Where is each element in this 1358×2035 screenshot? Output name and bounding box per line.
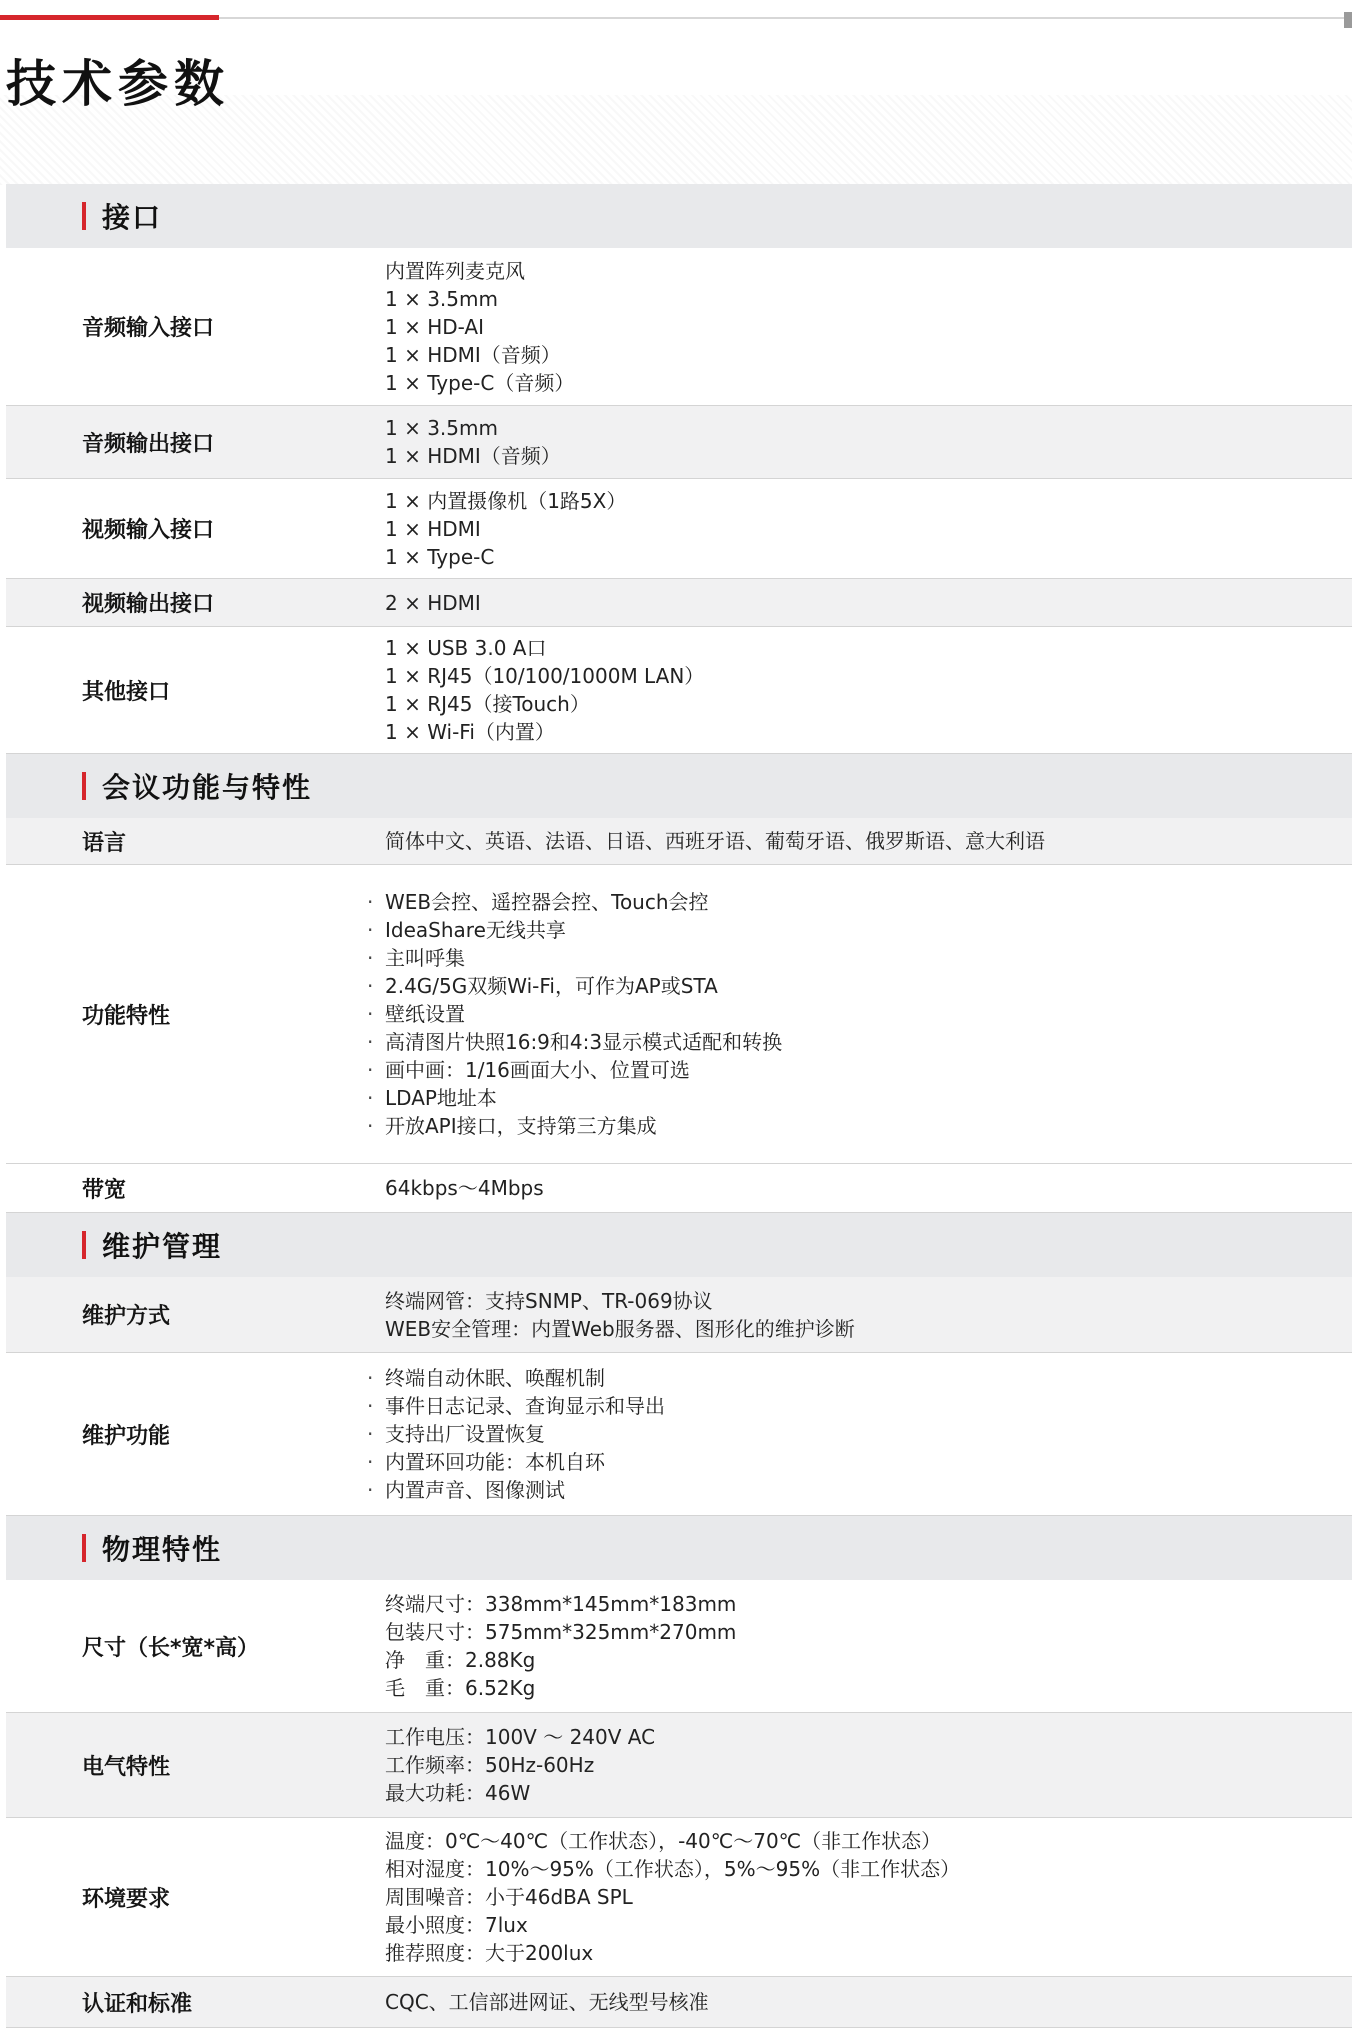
spec-row: [6, 1277, 1352, 1353]
spec-line: 内置阵列麦克风: [385, 258, 525, 283]
spec-line: 开放API接口，支持第三方集成: [385, 1114, 657, 1138]
bullet-line: [367, 1084, 1352, 1112]
spec-line: 最大功耗：46W: [385, 1781, 531, 1805]
section-header-conference-features: [6, 754, 1352, 818]
bullet-line: [367, 1000, 1352, 1028]
bullet-dot-icon: ·: [367, 890, 374, 914]
bullet-line: [367, 1028, 1352, 1056]
header-accent-bar: [0, 15, 219, 20]
page-title: 技术参数: [6, 55, 230, 113]
spec-label: 视频输出接口: [82, 592, 215, 617]
bullet-dot-icon: ·: [367, 1394, 374, 1418]
spec-row: [6, 865, 1352, 1164]
spec-line: 1 × HDMI: [385, 516, 481, 541]
spec-row: [6, 1713, 1352, 1818]
spec-line: 1 × RJ45（接Touch）: [385, 692, 590, 716]
spec-line: 净 重：2.88Kg: [385, 1648, 536, 1672]
bullet-dot-icon: ·: [367, 974, 374, 998]
spec-row: [6, 406, 1352, 479]
spec-line: 推荐照度：大于200lux: [385, 1941, 594, 1965]
spec-line: 终端网管：支持SNMP、TR-069协议: [385, 1288, 713, 1313]
spec-line: 终端尺寸：338mm*145mm*183mm: [385, 1592, 737, 1616]
section-header-interfaces: [6, 184, 1352, 248]
spec-label: 视频输入接口: [82, 518, 215, 543]
spec-value: [385, 1827, 1352, 1967]
bullet-line: [367, 1112, 1352, 1140]
bullet-line: [367, 944, 1352, 972]
bullet-line: [367, 888, 1352, 916]
spec-line: 1 × 3.5mm: [385, 286, 498, 311]
spec-row: [6, 1977, 1352, 2028]
spec-value: [385, 414, 1352, 470]
spec-line: 2 × HDMI: [385, 590, 481, 615]
spec-line: 最小照度：7lux: [385, 1913, 528, 1937]
bullet-line: [367, 1476, 1352, 1504]
section-marker: [82, 1534, 86, 1562]
spec-line: 1 × Type-C: [385, 544, 495, 569]
spec-line: 高清图片快照16:9和4:3显示模式适配和转换: [385, 1030, 783, 1054]
spec-line: 内置环回功能：本机自环: [385, 1450, 605, 1474]
spec-line: 1 × HDMI（音频）: [385, 342, 561, 367]
bullet-dot-icon: ·: [367, 1030, 374, 1054]
section-marker: [82, 1231, 86, 1259]
section-header-maintenance: [6, 1213, 1352, 1277]
spec-value: [385, 1287, 1352, 1343]
section-title: 物理特性: [102, 1533, 223, 1566]
spec-line: 周围噪音：小于46dBA SPL: [385, 1885, 633, 1909]
spec-value: [385, 257, 1352, 397]
spec-line: 1 × USB 3.0 A口: [385, 636, 547, 660]
spec-label: 音频输出接口: [82, 431, 215, 457]
spec-line: CQC、工信部进网证、无线型号核准: [385, 1990, 709, 2014]
spec-line: 内置声音、图像测试: [385, 1478, 565, 1502]
spec-line: 工作频率：50Hz-60Hz: [385, 1753, 595, 1777]
spec-line: 64kbps～4Mbps: [385, 1176, 544, 1200]
bullet-dot-icon: ·: [367, 1086, 374, 1110]
spec-row: [6, 579, 1352, 627]
spec-line: 1 × RJ45（10/100/1000M LAN）: [385, 664, 705, 688]
bullet-dot-icon: ·: [367, 1422, 374, 1446]
section-title: 维护管理: [102, 1230, 223, 1263]
spec-line: 1 × HD-AI: [385, 314, 484, 339]
spec-row: [6, 479, 1352, 579]
spec-value: [385, 1723, 1352, 1807]
spec-line: 1 × 3.5mm: [385, 416, 498, 440]
spec-label: 维护方式: [82, 1304, 171, 1329]
spec-line: 事件日志记录、查询显示和导出: [385, 1394, 665, 1418]
spec-line: IdeaShare无线共享: [385, 918, 566, 942]
spec-line: 壁纸设置: [385, 1002, 465, 1026]
spec-label: 电气特性: [82, 1754, 171, 1780]
spec-line: 包装尺寸：575mm*325mm*270mm: [385, 1620, 737, 1644]
bullet-line: [367, 1364, 1352, 1392]
header-corner-mark: [1344, 12, 1352, 28]
bullet-dot-icon: ·: [367, 918, 374, 942]
spec-label: 环境要求: [82, 1886, 171, 1912]
spec-value: [367, 888, 1352, 1140]
spec-value: [385, 1590, 1352, 1702]
bullet-dot-icon: ·: [367, 1366, 374, 1390]
spec-row: [6, 1353, 1352, 1516]
bullet-line: [367, 1448, 1352, 1476]
spec-line: LDAP地址本: [385, 1086, 497, 1110]
spec-line: WEB安全管理：内置Web服务器、图形化的维护诊断: [385, 1316, 855, 1341]
spec-line: 画中画：1/16画面大小、位置可选: [385, 1058, 690, 1082]
spec-table: [6, 184, 1352, 2028]
spec-row: [6, 1580, 1352, 1713]
spec-value: [385, 589, 1352, 617]
spec-line: 简体中文、英语、法语、日语、西班牙语、葡萄牙语、俄罗斯语、意大利语: [385, 829, 1045, 853]
spec-line: 主叫呼集: [385, 946, 465, 970]
bullet-dot-icon: ·: [367, 1478, 374, 1502]
spec-label: 语言: [82, 830, 127, 856]
bullet-dot-icon: ·: [367, 1002, 374, 1026]
section-marker: [82, 772, 86, 800]
spec-row: [6, 1164, 1352, 1213]
spec-value: [385, 487, 1352, 571]
spec-row: [6, 248, 1352, 406]
spec-line: 相对湿度：10%～95%（工作状态），5%～95%（非工作状态）: [385, 1857, 961, 1881]
bullet-line: [367, 1420, 1352, 1448]
spec-label: 认证和标准: [82, 1991, 193, 2017]
spec-line: 1 × 内置摄像机（1路5X）: [385, 488, 627, 513]
spec-value: [385, 1174, 1352, 1202]
spec-label: 带宽: [82, 1177, 127, 1203]
spec-line: 毛 重：6.52Kg: [385, 1676, 536, 1700]
spec-line: 1 × Wi-Fi（内置）: [385, 720, 555, 744]
bullet-line: [367, 1056, 1352, 1084]
spec-line: 温度：0℃～40℃（工作状态），-40℃～70℃（非工作状态）: [385, 1829, 942, 1853]
spec-value: [385, 827, 1352, 855]
spec-line: 2.4G/5G双频Wi-Fi，可作为AP或STA: [385, 974, 718, 998]
spec-line: 1 × Type-C（音频）: [385, 370, 575, 395]
spec-label: 音频输入接口: [82, 316, 215, 341]
spec-line: WEB会控、遥控器会控、Touch会控: [385, 890, 709, 914]
spec-label: 其他接口: [82, 679, 171, 705]
bullet-line: [367, 972, 1352, 1000]
section-title: 会议功能与特性: [102, 771, 313, 804]
bullet-dot-icon: ·: [367, 1450, 374, 1474]
spec-label: 功能特性: [82, 1003, 171, 1029]
bullet-line: [367, 1392, 1352, 1420]
spec-line: 1 × HDMI（音频）: [385, 444, 561, 468]
bullet-dot-icon: ·: [367, 946, 374, 970]
spec-line: 终端自动休眠、唤醒机制: [385, 1366, 605, 1390]
spec-label: 维护功能: [82, 1423, 171, 1449]
bullet-dot-icon: ·: [367, 1058, 374, 1082]
bullet-dot-icon: ·: [367, 1114, 374, 1138]
spec-row: [6, 818, 1352, 865]
spec-line: 支持出厂设置恢复: [385, 1422, 545, 1446]
bullet-line: [367, 916, 1352, 944]
section-marker: [82, 202, 86, 230]
spec-value: [385, 634, 1352, 746]
spec-value: [367, 1364, 1352, 1504]
spec-row: [6, 627, 1352, 754]
spec-value: [385, 1988, 1352, 2016]
section-title: 接口: [102, 201, 163, 234]
spec-line: 工作电压：100V ～ 240V AC: [385, 1725, 656, 1749]
spec-row: [6, 1818, 1352, 1977]
section-header-physical: [6, 1516, 1352, 1580]
spec-label: 尺寸（长*宽*高）: [82, 1635, 260, 1661]
